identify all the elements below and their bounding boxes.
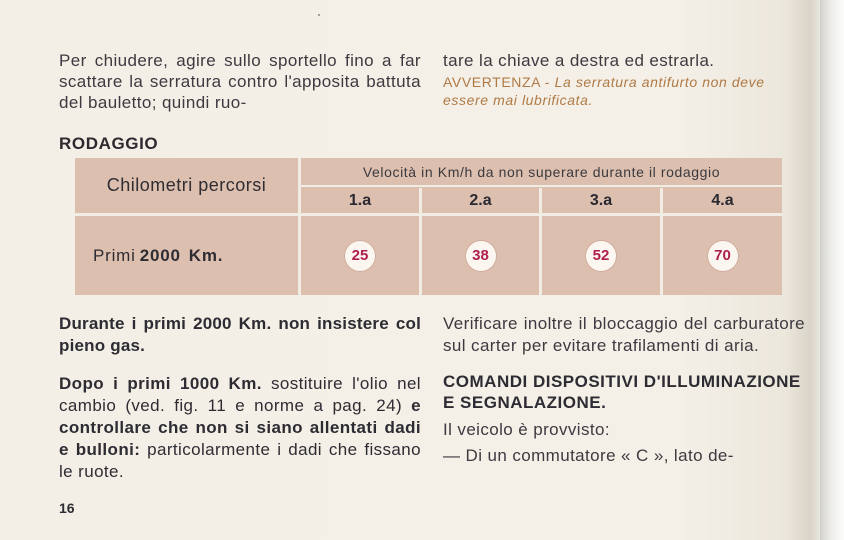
speed-badge: 38 [466, 241, 496, 271]
page-number: 16 [59, 500, 75, 516]
commutator-text: — Di un commutatore « C », lato de- [443, 446, 734, 465]
gear-header-4: 4.a [711, 191, 734, 209]
row-label-first-2000km [75, 216, 298, 295]
km-column-header: Chilometri percorsi [106, 175, 267, 195]
check-bolts-text: e controllare che non si siano allentati dadi e bulloni: [59, 396, 422, 459]
warning-label: AVVERTENZA [443, 74, 541, 90]
left-column-top [59, 50, 421, 113]
warning-separator: - [544, 74, 551, 90]
gear-header-1: 1.a [348, 191, 372, 209]
speed-badge: 25 [345, 241, 375, 271]
break-in-table [75, 158, 782, 295]
speed-badge: 52 [586, 241, 616, 271]
section-title: RODAGGIO [59, 134, 159, 153]
right-column-bottom [443, 313, 805, 467]
speed-badge: 70 [708, 241, 738, 271]
carburetor-check-text: Verificare inoltre il bloccaggio del carburatore sul carter per evitare trafilamenti di aria. [443, 314, 805, 355]
full-throttle-warning: Durante i primi 2000 Km. non insistere col pieno gas. [59, 314, 421, 355]
gear-header-3: 3.a [589, 191, 613, 209]
row-label-unit: Km. [188, 245, 224, 265]
wheel-nuts-text: particolarmente i dadi che fissano le ruote. [59, 440, 421, 481]
lighting-controls-heading: COMANDI DISPOSITIVI D'ILLUMINAZIONE E SEGNALAZIONE. [443, 372, 801, 412]
speed-cell-gear-3 [542, 216, 660, 295]
after-1000km-lead: Dopo i primi 1000 Km. [59, 374, 262, 393]
speed-cell-gear-2 [422, 216, 539, 295]
gear-header-2: 2.a [469, 191, 492, 209]
warning-note [443, 73, 805, 109]
after-1000km-instructions [59, 373, 421, 483]
vehicle-equipped-text: Il veicolo è provvisto: [443, 420, 610, 439]
speed-span-header: Velocità in Km/h da non superare durante il rodaggio [301, 158, 782, 187]
row-label-km-value: 2000 [139, 245, 181, 265]
print-speck [318, 14, 320, 16]
speed-cell-gear-4 [663, 216, 782, 295]
key-instructions-text: tare la chiave a destra ed estrarla. [443, 51, 715, 70]
oil-change-text: sostituire l'olio nel cambio (ved. fig. 11 e norme a pag. 24) [59, 374, 421, 415]
row-label-prefix: Primi [93, 245, 136, 265]
speed-cell-gear-1 [301, 216, 419, 295]
left-column-bottom [59, 313, 421, 483]
closing-instructions-text: Per chiudere, agire sullo sportello fino a far scattare la serratura contro l'apposita battuta del bauletto; quindi ruo- [59, 51, 421, 112]
page-gutter-shadow [820, 0, 844, 540]
right-column-top [443, 50, 805, 109]
warning-text: La serratura antifurto non deve essere mai lubrificata. [443, 74, 765, 108]
